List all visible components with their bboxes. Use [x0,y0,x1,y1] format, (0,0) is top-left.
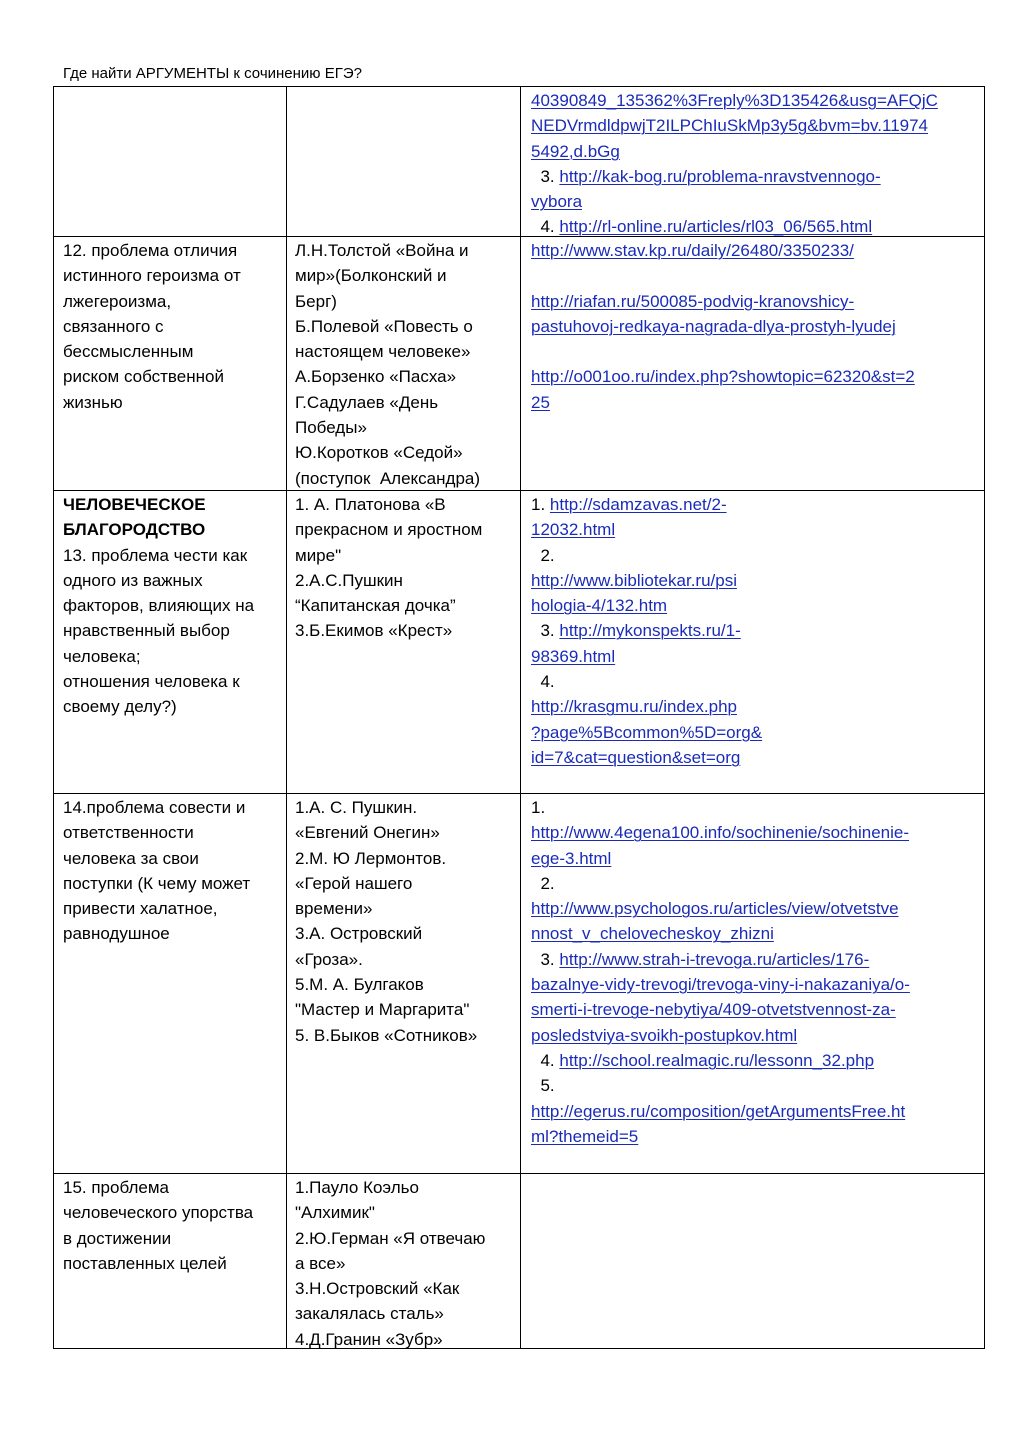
link-line [531,669,976,694]
link-line [531,820,976,845]
problem-line [63,618,280,643]
line-text: 2.А.С.Пушкин [295,570,403,590]
url-link[interactable]: http://www.bibliotekar.ru/psi [531,570,737,590]
line-text: настоящем человеке» [295,342,471,362]
link-line [531,164,976,189]
table-row [53,237,985,491]
list-number: 3. [531,621,560,641]
url-link[interactable]: 12032.html [531,520,616,540]
work-line [295,517,514,542]
problem-line [63,238,280,263]
problem-line [63,593,280,618]
line-text: 14.проблема совести и [63,798,246,817]
link-line [531,795,976,820]
work-line [295,947,514,972]
line-text: привести халатное, [63,899,218,919]
link-line [531,644,976,669]
problem-cell [54,1174,287,1348]
work-line [295,238,514,263]
line-text: 4.Д.Гранин «Зубр» [295,1329,443,1349]
line-text: прекрасном и яростном [295,520,483,540]
line-text: 1. А. Платонова «В [295,495,446,514]
line-text: связанного с [63,316,164,336]
line-text: Л.Н.Толстой «Война и [295,241,469,260]
problem-line [63,1200,280,1225]
work-line [295,390,514,415]
work-line [295,795,514,820]
line-text: одного из важных [63,570,203,590]
url-link[interactable]: 40390849_135362%3Freply%3D135426&usg=AFQjC [531,91,938,110]
url-link[interactable]: http://egerus.ru/composition/getArgumentsFree.ht [531,1101,906,1121]
line-text: Берг) [295,291,337,311]
url-link[interactable]: http://riafan.ru/500085-podvig-kranovshicy- [531,291,855,311]
link-line [531,214,976,239]
line-text: жизнью [63,392,123,412]
line-text: "Алхимик" [295,1203,375,1223]
works-cell [287,794,521,1173]
problem-line [63,492,280,517]
problem-line [63,694,280,719]
line-text: А.Борзенко «Пасха» [295,367,457,387]
links-cell [521,1174,984,1348]
url-link[interactable]: vybora [531,192,583,212]
line-text: БЛАГОРОДСТВО [63,520,206,540]
url-link[interactable]: http://mykonspekts.ru/1- [559,621,741,641]
problem-line [63,543,280,568]
link-line [531,972,976,997]
line-text: 1.Пауло Коэльо [295,1178,419,1197]
work-line [295,492,514,517]
line-text: 1. [531,798,546,817]
work-line [295,263,514,288]
problem-line [63,314,280,339]
problem-line [63,820,280,845]
line-text: 2. [531,545,555,565]
problem-line [63,339,280,364]
line-text: «Герой нашего [295,873,413,893]
line-text: в достижении [63,1228,172,1248]
line-text: 2.М. Ю Лермонтов. [295,848,447,868]
work-line [295,846,514,871]
line-text: 4. [531,672,555,692]
works-cell [287,237,521,490]
problem-line [63,390,280,415]
link-line [531,492,976,517]
link-line [531,694,976,719]
line-text: Ю.Коротков «Седой» [295,443,463,463]
table-row [53,86,985,237]
problem-cell [54,794,287,1173]
work-line [295,289,514,314]
url-link[interactable]: bazalnye-vidy-trevogi/trevoga-viny-i-nakazaniya/o- [531,975,910,995]
line-text: 3.Б.Екимов «Крест» [295,621,453,641]
link-line [531,289,976,314]
url-link[interactable]: http://www.psychologos.ru/articles/view/otvetstve [531,899,899,919]
url-link[interactable]: http://school.realmagic.ru/lessonn_32.php [559,1050,875,1070]
problem-line [63,289,280,314]
link-line [531,871,976,896]
problem-line [63,1175,280,1200]
line-text: 2.Ю.Герман «Я отвечаю [295,1228,486,1248]
line-text: поступки (К чему может [63,873,251,893]
work-line [295,618,514,643]
work-line [295,466,514,491]
line-text: факторов, влияющих на [63,596,255,616]
list-number: 1. [531,495,550,514]
line-text: времени» [295,899,373,919]
line-text: "Мастер и Маргарита" [295,1000,470,1020]
list-number: 3. [531,949,560,969]
table-row [53,794,985,1174]
url-link[interactable]: ml?themeid=5 [531,1126,639,1146]
url-link[interactable]: http://kak-bog.ru/problema-nravstvennogo- [559,166,881,186]
url-link[interactable]: NEDVrmdldpwjT2ILPChIuSkMp3y5g&bvm=bv.11974 [531,116,929,136]
link-line [531,745,976,770]
link-line [531,390,976,415]
link-line [531,846,976,871]
url-link[interactable]: http://www.stav.kp.ru/daily/26480/3350233/ [531,241,854,260]
link-line [531,568,976,593]
work-line [295,997,514,1022]
line-text: 15. проблема [63,1178,169,1197]
link-line [531,543,976,568]
problem-cell [54,491,287,793]
work-line [295,1327,514,1352]
link-line [531,314,976,339]
work-line [295,440,514,465]
table-row [53,491,985,794]
line-text: 1.А. С. Пушкин. [295,798,418,817]
line-text: Победы» [295,418,367,438]
line-text: «Гроза». [295,949,363,969]
url-link[interactable]: 98369.html [531,646,616,666]
link-line [531,921,976,946]
link-line [531,593,976,618]
line-text: 13. проблема чести как [63,545,248,565]
work-line [295,593,514,618]
table-row [53,1174,985,1349]
work-line [295,871,514,896]
link-line [531,1124,976,1149]
work-line [295,339,514,364]
url-link[interactable]: http://krasgmu.ru/index.php [531,697,738,717]
problem-line [63,1226,280,1251]
url-link[interactable]: 25 [531,392,550,412]
url-link[interactable]: pastuhovoj-redkaya-nagrada-dlya-prostyh-lyudej [531,316,896,336]
line-text: лжегероизма, [63,291,172,311]
link-line [531,947,976,972]
work-line [295,364,514,389]
line-text: 3.А. Островский [295,924,423,944]
link-line [531,1073,976,1098]
link-line [531,896,976,921]
url-link[interactable]: http://rl-online.ru/articles/rl03_06/565.html [559,217,873,237]
url-link[interactable]: id=7&cat=question&set=org [531,747,741,767]
line-text: нравственный выбор [63,621,230,641]
problem-line [63,921,280,946]
line-text: ЧЕЛОВЕЧЕСКОЕ [63,495,206,514]
line-text: (поступок Александра) [295,468,481,488]
line-text: 5. В.Быков «Сотников» [295,1025,478,1045]
line-text: а все» [295,1253,346,1273]
line-text: закалялась сталь» [295,1304,444,1324]
line-text: бессмысленным [63,342,194,362]
problem-line [63,568,280,593]
work-line [295,1276,514,1301]
link-line [531,189,976,214]
arguments-table [53,86,985,1349]
link-line [531,113,976,138]
problem-cell [54,87,287,236]
list-number: 4. [531,217,560,237]
line-text: Г.Садулаев «День [295,392,439,412]
link-line [531,364,976,389]
url-link[interactable]: http://sdamzavas.net/2- [549,495,727,514]
link-line [531,1099,976,1124]
work-line [295,1175,514,1200]
link-line [531,997,976,1022]
page-title: Где найти АРГУМЕНТЫ к сочинению ЕГЭ? [63,65,362,82]
problem-line [63,644,280,669]
links-cell [521,87,984,236]
url-link[interactable]: http://o001oo.ru/index.php?showtopic=62320&st=2 [531,367,915,387]
problem-line [63,1251,280,1276]
problem-line [63,364,280,389]
line-text: мире" [295,545,342,565]
line-text: отношения человека к [63,672,240,692]
line-text: своему делу?) [63,697,177,717]
blank-line [531,339,976,364]
problem-line [63,669,280,694]
problem-cell [54,237,287,490]
line-text: равнодушное [63,924,170,944]
work-line [295,314,514,339]
url-link[interactable]: http://www.4egena100.info/sochinenie/sochinenie- [531,823,910,843]
blank-line [531,263,976,288]
link-line [531,1048,976,1073]
link-line [531,139,976,164]
line-text: ответственности [63,823,194,843]
url-link[interactable]: smerti-i-trevoge-nebytiya/409-otvetstvennost-za- [531,1000,896,1020]
work-line [295,415,514,440]
line-text: «Евгений Онегин» [295,823,440,843]
work-line [295,1200,514,1225]
url-link[interactable]: ege-3.html [531,848,612,868]
link-line [531,1023,976,1048]
work-line [295,921,514,946]
works-cell [287,491,521,793]
work-line [295,896,514,921]
url-link[interactable]: http://www.strah-i-trevoga.ru/articles/176- [559,949,870,969]
links-cell [521,237,984,490]
problem-line [63,517,280,542]
list-number: 4. [531,1050,560,1070]
work-line [295,1301,514,1326]
url-link[interactable]: ?page%5Bcommon%5D=org& [531,722,763,742]
line-text: поставленных целей [63,1253,227,1273]
url-link[interactable]: posledstviya-svoikh-postupkov.html [531,1025,798,1045]
line-text: человека; [63,646,141,666]
work-line [295,1226,514,1251]
problem-line [63,846,280,871]
work-line [295,820,514,845]
links-cell [521,794,984,1173]
url-link[interactable]: 5492,d.bGg [531,141,620,161]
line-text: 2. [531,873,555,893]
line-text: Б.Полевой «Повесть о [295,316,473,336]
line-text: 12. проблема отличия [63,241,238,260]
line-text: мир»(Болконский и [295,266,447,286]
works-cell [287,87,521,236]
line-text: 3.Н.Островский «Как [295,1279,460,1299]
work-line [295,1023,514,1048]
line-text: 5.М. А. Булгаков [295,975,424,995]
work-line [295,568,514,593]
line-text: человека за свои [63,848,199,868]
works-cell [287,1174,521,1348]
blank-line [531,770,976,795]
problem-line [63,871,280,896]
link-line [531,618,976,643]
work-line [295,543,514,568]
url-link[interactable]: nnost_v_chelovecheskoy_zhizni [531,924,774,944]
link-line [531,238,976,263]
link-line [531,88,976,113]
list-number: 3. [531,166,560,186]
line-text: человеческого упорства [63,1203,254,1223]
url-link[interactable]: hologia-4/132.htm [531,596,668,616]
line-text: истинного героизма от [63,266,241,286]
problem-line [63,795,280,820]
problem-line [63,263,280,288]
work-line [295,972,514,997]
line-text: риском собственной [63,367,224,387]
line-text: “Капитанская дочка” [295,596,456,616]
link-line [531,517,976,542]
link-line [531,720,976,745]
work-line [295,1251,514,1276]
problem-line [63,896,280,921]
links-cell [521,491,984,793]
line-text: 5. [531,1076,555,1096]
